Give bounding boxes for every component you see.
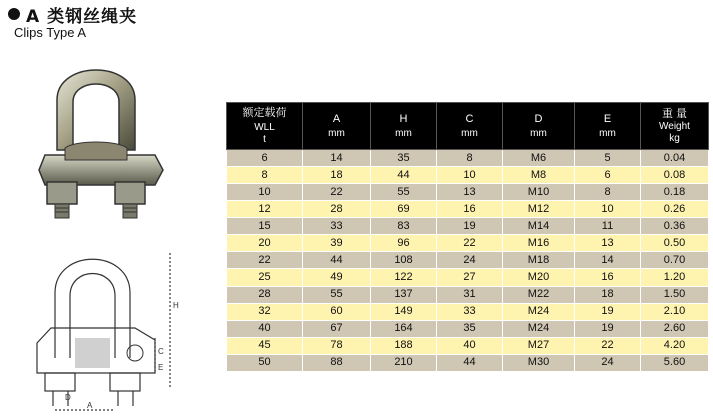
cell-e: 18 bbox=[575, 286, 641, 303]
cell-h: 210 bbox=[371, 354, 437, 371]
cell-e: 24 bbox=[575, 354, 641, 371]
label-h: H bbox=[173, 301, 179, 310]
table-row bbox=[227, 354, 709, 371]
cell-wll: 40 bbox=[227, 320, 303, 337]
cell-c: 22 bbox=[437, 235, 503, 252]
cell-a: 39 bbox=[303, 235, 371, 252]
cell-c: 44 bbox=[437, 354, 503, 371]
cell-h: 137 bbox=[371, 286, 437, 303]
cell-wll: 15 bbox=[227, 218, 303, 235]
table-row bbox=[227, 252, 709, 269]
product-photo bbox=[35, 50, 185, 225]
label-c: C bbox=[158, 347, 164, 356]
table-row bbox=[227, 235, 709, 252]
cell-h: 83 bbox=[371, 218, 437, 235]
cell-c: 10 bbox=[437, 167, 503, 184]
cell-c: 19 bbox=[437, 218, 503, 235]
cell-e: 13 bbox=[575, 235, 641, 252]
cell-c: 35 bbox=[437, 320, 503, 337]
cell-wll: 6 bbox=[227, 150, 303, 167]
bullet-icon bbox=[8, 8, 20, 20]
cell-a: 60 bbox=[303, 303, 371, 320]
cell-a: 55 bbox=[303, 286, 371, 303]
header-d: D mm bbox=[503, 103, 575, 150]
cell-e: 5 bbox=[575, 150, 641, 167]
page-subtitle: Clips Type A bbox=[14, 25, 87, 40]
header-c: C mm bbox=[437, 103, 503, 150]
cell-wll: 25 bbox=[227, 269, 303, 286]
table-row bbox=[227, 184, 709, 201]
technical-drawing bbox=[15, 248, 185, 413]
cell-d: M12 bbox=[503, 201, 575, 218]
cell-wll: 12 bbox=[227, 201, 303, 218]
page-title: A 类钢丝绳夹 bbox=[26, 6, 138, 27]
cell-d: M20 bbox=[503, 269, 575, 286]
table-row bbox=[227, 269, 709, 286]
cell-h: 35 bbox=[371, 150, 437, 167]
cell-weight: 0.26 bbox=[641, 201, 709, 218]
table-row bbox=[227, 337, 709, 354]
table-row bbox=[227, 201, 709, 218]
cell-d: M14 bbox=[503, 218, 575, 235]
cell-weight: 0.08 bbox=[641, 167, 709, 184]
table-body bbox=[227, 150, 709, 372]
cell-d: M24 bbox=[503, 320, 575, 337]
cell-d: M22 bbox=[503, 286, 575, 303]
cell-h: 188 bbox=[371, 337, 437, 354]
spec-table bbox=[226, 102, 709, 372]
table-row bbox=[227, 150, 709, 167]
cell-h: 149 bbox=[371, 303, 437, 320]
label-e: E bbox=[158, 363, 164, 372]
cell-e: 14 bbox=[575, 252, 641, 269]
cell-weight: 1.20 bbox=[641, 269, 709, 286]
cell-weight: 0.36 bbox=[641, 218, 709, 235]
cell-weight: 4.20 bbox=[641, 337, 709, 354]
cell-wll: 8 bbox=[227, 167, 303, 184]
cell-c: 27 bbox=[437, 269, 503, 286]
cell-d: M6 bbox=[503, 150, 575, 167]
cell-d: M18 bbox=[503, 252, 575, 269]
table-row bbox=[227, 303, 709, 320]
table-header-row bbox=[227, 103, 709, 150]
cell-a: 28 bbox=[303, 201, 371, 218]
table-row bbox=[227, 218, 709, 235]
cell-a: 49 bbox=[303, 269, 371, 286]
cell-e: 19 bbox=[575, 320, 641, 337]
header-wll: 额定载荷 WLL t bbox=[227, 103, 303, 150]
cell-wll: 22 bbox=[227, 252, 303, 269]
header-h: H mm bbox=[371, 103, 437, 150]
header-e: E mm bbox=[575, 103, 641, 150]
cell-wll: 32 bbox=[227, 303, 303, 320]
cell-h: 164 bbox=[371, 320, 437, 337]
cell-c: 24 bbox=[437, 252, 503, 269]
cell-c: 16 bbox=[437, 201, 503, 218]
cell-weight: 5.60 bbox=[641, 354, 709, 371]
cell-c: 40 bbox=[437, 337, 503, 354]
label-d: D bbox=[65, 393, 71, 402]
cell-weight: 1.50 bbox=[641, 286, 709, 303]
cell-a: 18 bbox=[303, 167, 371, 184]
cell-d: M8 bbox=[503, 167, 575, 184]
cell-a: 44 bbox=[303, 252, 371, 269]
cell-weight: 0.50 bbox=[641, 235, 709, 252]
label-a: A bbox=[87, 401, 93, 410]
cell-c: 33 bbox=[437, 303, 503, 320]
cell-a: 78 bbox=[303, 337, 371, 354]
cell-weight: 0.04 bbox=[641, 150, 709, 167]
cell-d: M30 bbox=[503, 354, 575, 371]
cell-h: 122 bbox=[371, 269, 437, 286]
cell-d: M16 bbox=[503, 235, 575, 252]
cell-a: 22 bbox=[303, 184, 371, 201]
cell-a: 14 bbox=[303, 150, 371, 167]
cell-wll: 10 bbox=[227, 184, 303, 201]
cell-d: M27 bbox=[503, 337, 575, 354]
table-row bbox=[227, 320, 709, 337]
header-weight: 重 量 Weight kg bbox=[641, 103, 709, 150]
cell-h: 96 bbox=[371, 235, 437, 252]
cell-wll: 45 bbox=[227, 337, 303, 354]
table-row bbox=[227, 167, 709, 184]
cell-c: 8 bbox=[437, 150, 503, 167]
cell-a: 33 bbox=[303, 218, 371, 235]
cell-h: 44 bbox=[371, 167, 437, 184]
cell-e: 22 bbox=[575, 337, 641, 354]
cell-weight: 0.70 bbox=[641, 252, 709, 269]
cell-e: 11 bbox=[575, 218, 641, 235]
cell-c: 13 bbox=[437, 184, 503, 201]
cell-c: 31 bbox=[437, 286, 503, 303]
cell-d: M10 bbox=[503, 184, 575, 201]
cell-d: M24 bbox=[503, 303, 575, 320]
cell-e: 19 bbox=[575, 303, 641, 320]
cell-a: 88 bbox=[303, 354, 371, 371]
cell-weight: 2.60 bbox=[641, 320, 709, 337]
header-a: A mm bbox=[303, 103, 371, 150]
cell-e: 8 bbox=[575, 184, 641, 201]
cell-weight: 0.18 bbox=[641, 184, 709, 201]
table-row bbox=[227, 286, 709, 303]
cell-a: 67 bbox=[303, 320, 371, 337]
page-header bbox=[8, 4, 137, 40]
cell-e: 6 bbox=[575, 167, 641, 184]
cell-h: 108 bbox=[371, 252, 437, 269]
cell-wll: 28 bbox=[227, 286, 303, 303]
cell-wll: 20 bbox=[227, 235, 303, 252]
cell-e: 10 bbox=[575, 201, 641, 218]
cell-h: 69 bbox=[371, 201, 437, 218]
cell-h: 55 bbox=[371, 184, 437, 201]
cell-e: 16 bbox=[575, 269, 641, 286]
title-row bbox=[8, 4, 138, 27]
cell-weight: 2.10 bbox=[641, 303, 709, 320]
cell-wll: 50 bbox=[227, 354, 303, 371]
